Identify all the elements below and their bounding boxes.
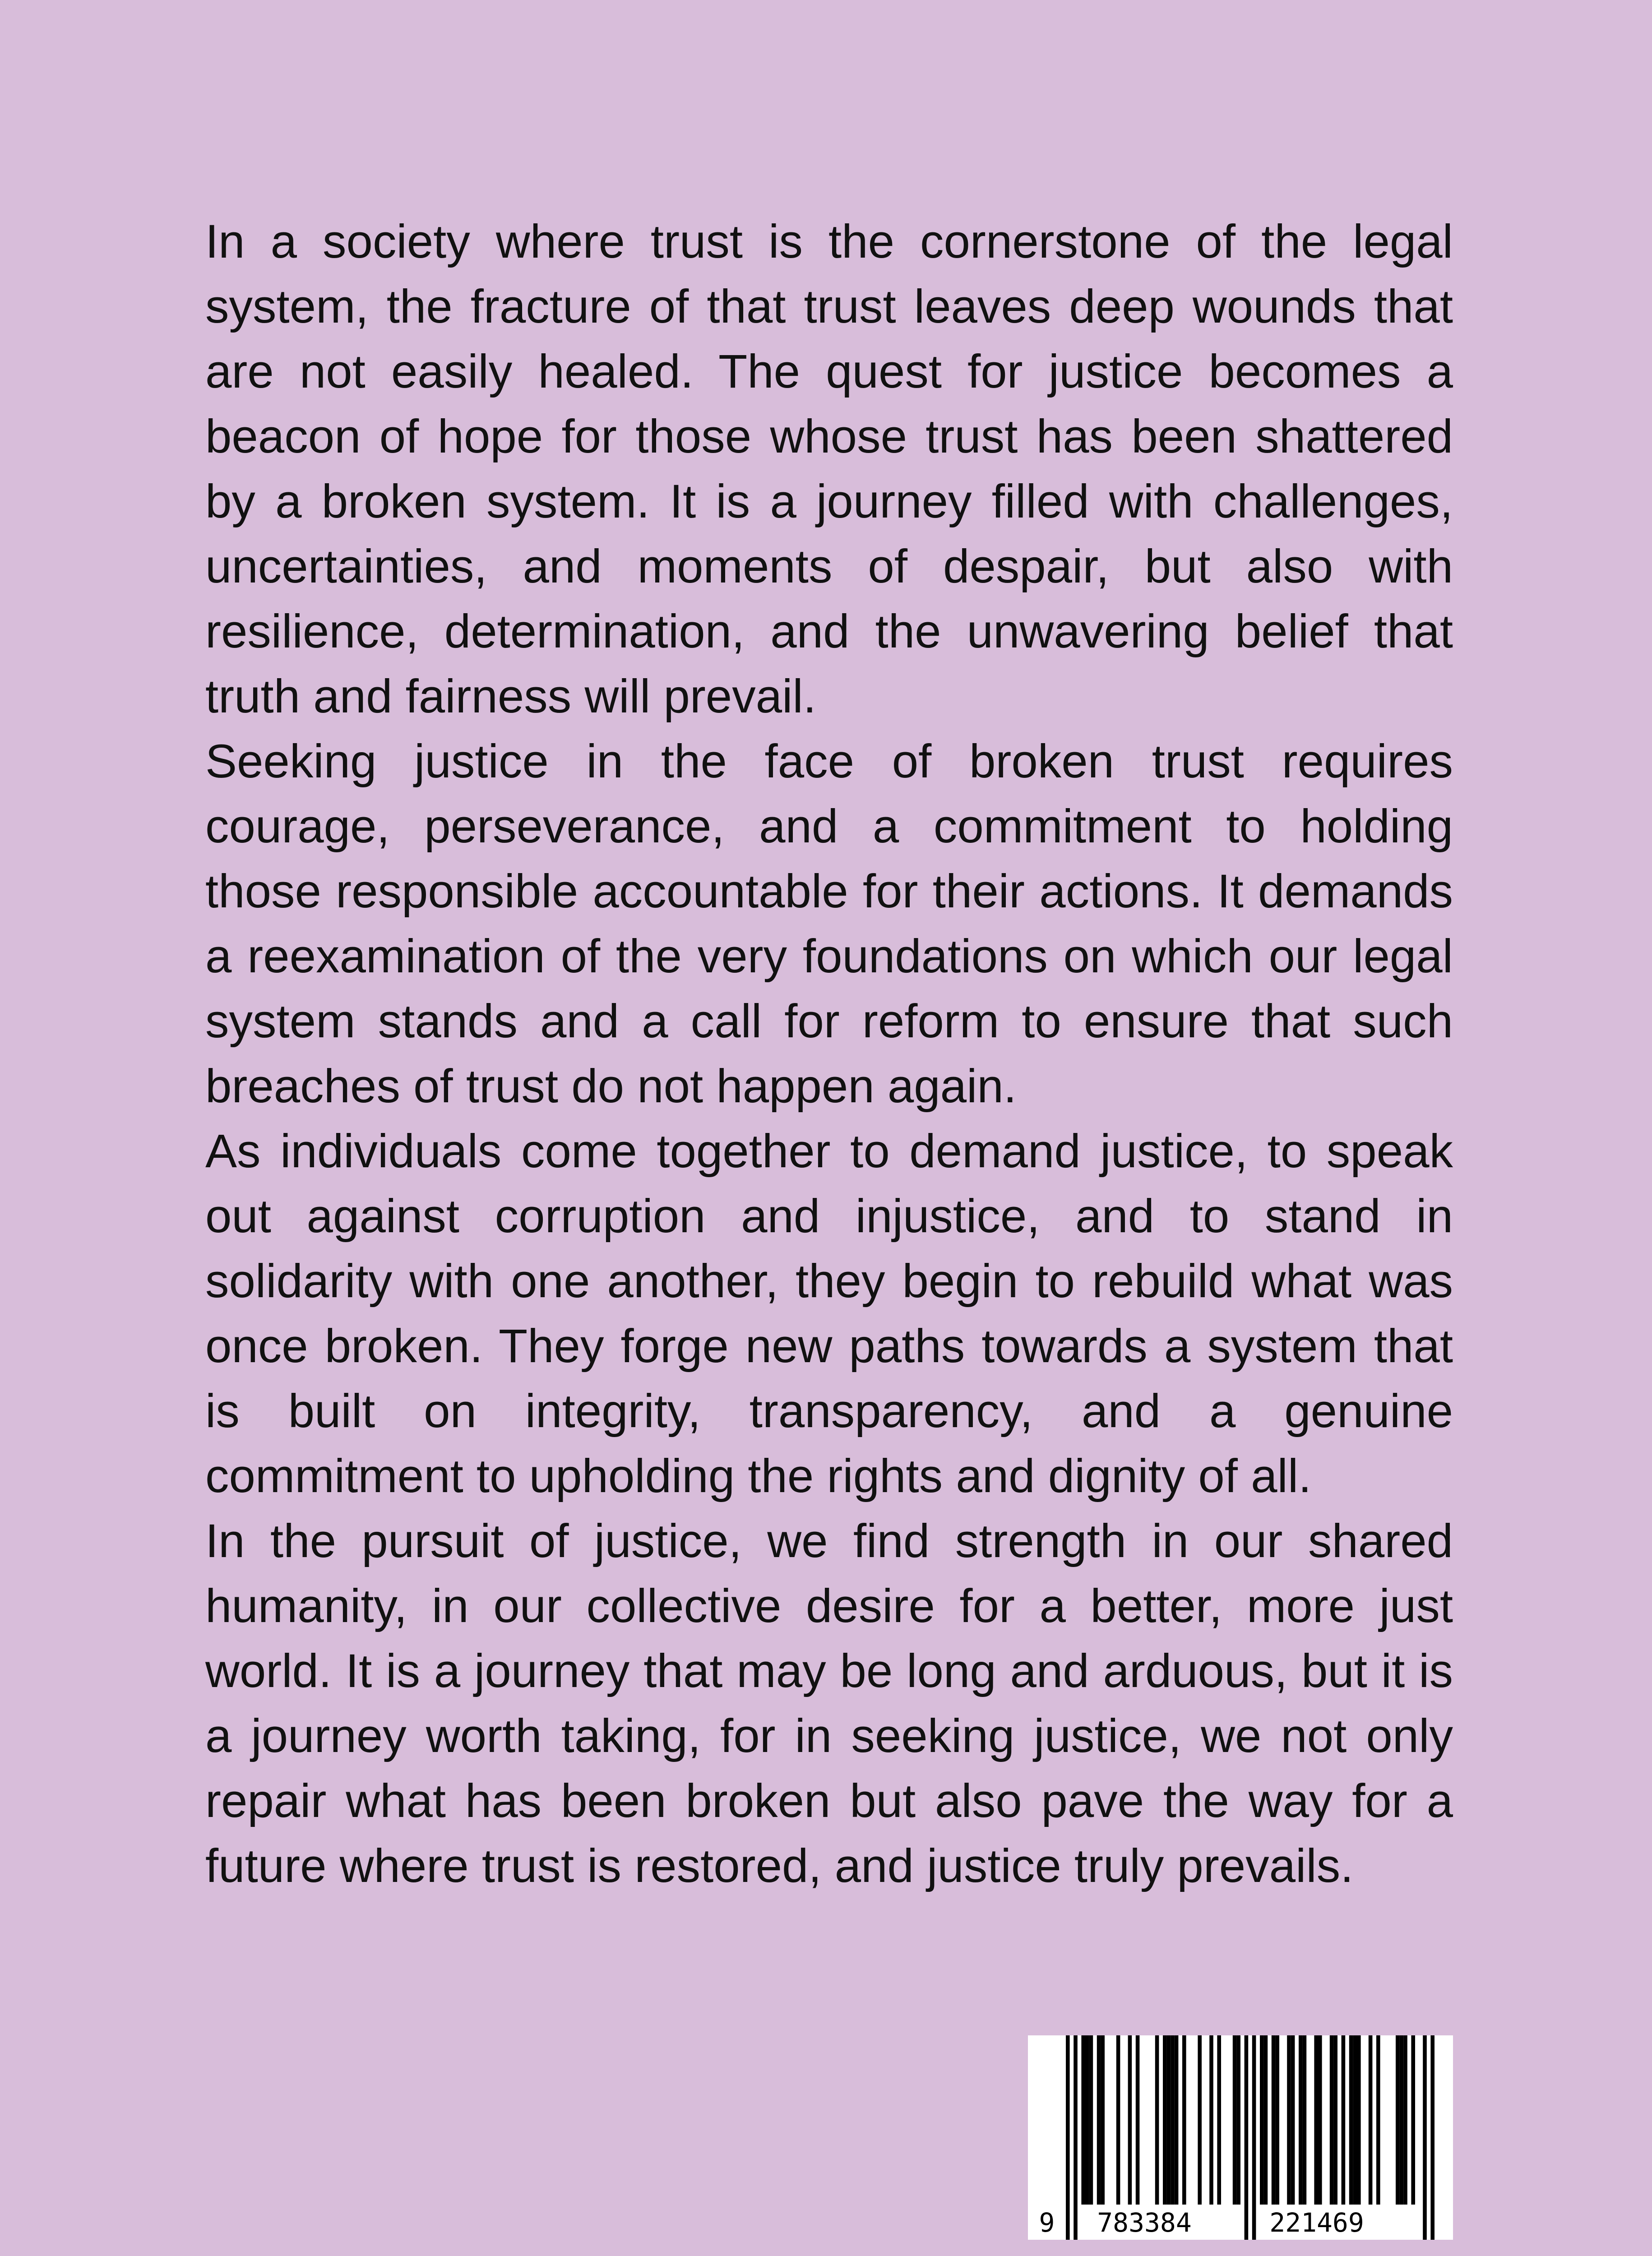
barcode-bar (1163, 2035, 1167, 2205)
barcode-bar (1403, 2035, 1407, 2205)
barcode-bar (1423, 2035, 1427, 2240)
barcode-bar (1396, 2035, 1400, 2205)
barcode-bar (1209, 2035, 1213, 2205)
barcode-bar (1260, 2035, 1264, 2205)
barcode-bar (1376, 2035, 1380, 2205)
back-cover-blurb (205, 209, 1453, 1899)
barcode-bar (1089, 2035, 1093, 2205)
barcode-bar (1353, 2035, 1357, 2205)
barcode-bar (1252, 2035, 1256, 2240)
barcode-bar (1291, 2035, 1295, 2205)
barcode-bar (1175, 2035, 1179, 2205)
barcode-bar (1349, 2035, 1353, 2205)
barcode-right-digits: 221469 (1269, 2207, 1364, 2238)
isbn-barcode (1028, 2035, 1453, 2240)
barcode-bar (1303, 2035, 1307, 2205)
barcode-bar (1128, 2035, 1132, 2205)
barcode-bar (1330, 2035, 1334, 2205)
barcode-bar (1198, 2035, 1202, 2205)
barcode-bar (1275, 2035, 1279, 2205)
barcode-bar (1182, 2035, 1186, 2205)
barcode-bar (1357, 2035, 1361, 2205)
barcode-bar (1245, 2035, 1249, 2240)
barcode-graphic (1028, 2035, 1453, 2240)
barcode-bar (1287, 2035, 1291, 2205)
barcode-bar (1081, 2035, 1085, 2205)
barcode-bar (1318, 2035, 1322, 2205)
barcode-left-digits: 783384 (1097, 2207, 1192, 2238)
barcode-bar (1217, 2035, 1221, 2205)
barcode-bar (1171, 2035, 1175, 2205)
barcode-bar (1236, 2035, 1240, 2205)
barcode-first-digit: 9 (1039, 2207, 1055, 2238)
barcode-bar (1299, 2035, 1303, 2205)
barcode-bar (1155, 2035, 1159, 2205)
barcode-bar (1400, 2035, 1404, 2205)
barcode-bar (1101, 2035, 1105, 2205)
barcode-bar (1136, 2035, 1140, 2205)
barcode-bar (1369, 2035, 1373, 2205)
barcode-bar (1066, 2035, 1070, 2240)
barcode-bar (1074, 2035, 1078, 2240)
barcode-bar (1314, 2035, 1318, 2205)
barcode-bar (1272, 2035, 1276, 2205)
blurb-paragraph-4: In the pursuit of justice, we find strength in our shared humanity, in our collective desire for a better, more just world. It is a journey that may be long and arduous, but it is a journey worth taking, for in seeking justice, we not only repair what has been broken but also pave the way for a future where trust is restored, and justice truly prevails. (205, 1515, 1453, 1892)
barcode-bar (1430, 2035, 1435, 2240)
barcode-bar (1233, 2035, 1237, 2205)
barcode-bar (1167, 2035, 1171, 2205)
blurb-paragraph-3: As individuals come together to demand justice, to speak out against corruption and injustice, and to stand in solidarity with one another, they begin to rebuild what was once broken. They forge new paths towards a system that is built on integrity, transparency, and a genuine commitment to upholding the rights and dignity of all. (205, 1125, 1453, 1502)
barcode-bar (1333, 2035, 1337, 2205)
barcode-bar (1411, 2035, 1415, 2205)
blurb-paragraph-2: Seeking justice in the face of broken trust requires courage, perseverance, and a commitment to holding those responsible accountable for their actions. It demands a reexamination of the very foundations on which our legal system stands and a call for reform to ensure that such breaches of trust do not happen again. (205, 735, 1453, 1113)
barcode-bar (1097, 2035, 1101, 2205)
blurb-paragraph-1: In a society where trust is the cornerstone of the legal system, the fracture of that trust leaves deep wounds that are not easily healed. The quest for justice becomes a beacon of hope for those whose trust has been shattered by a broken system. It is a journey filled with challenges, uncertainties, and moments of despair, but also with resilience, determination, and the unwavering belief that truth and fairness will prevail. (205, 215, 1453, 723)
barcode-bar (1264, 2035, 1268, 2205)
barcode-bar (1116, 2035, 1120, 2205)
barcode-bar (1342, 2035, 1346, 2205)
barcode-bar (1085, 2035, 1089, 2205)
